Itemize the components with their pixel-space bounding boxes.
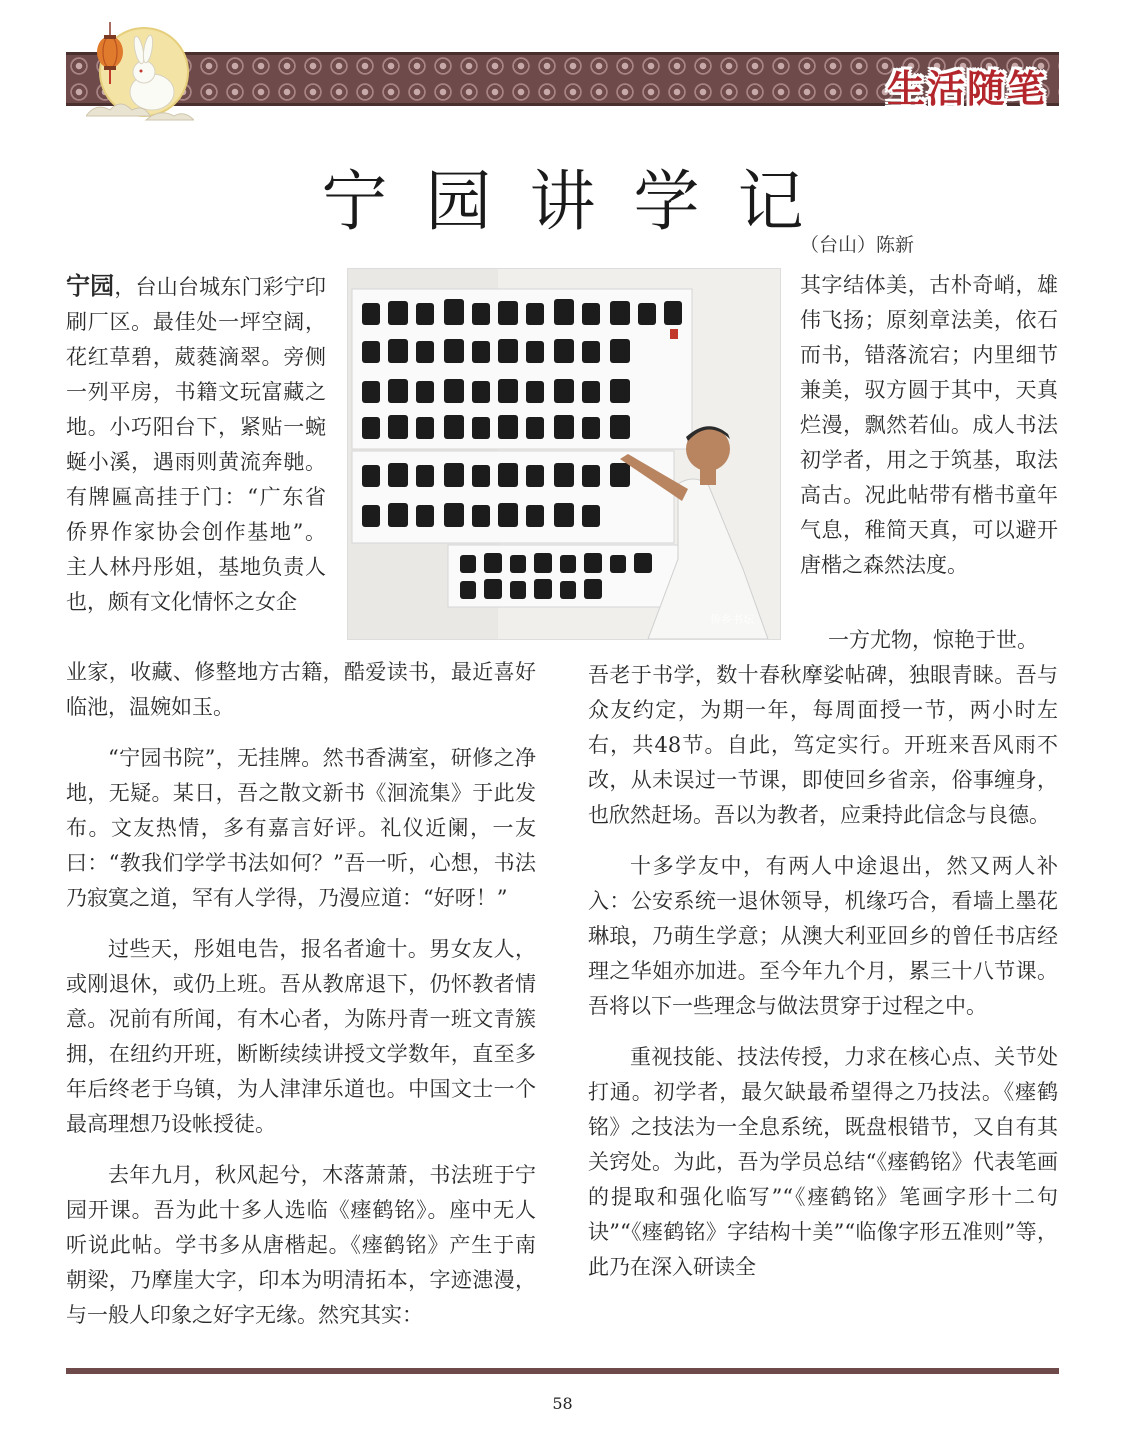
page-number: 58 <box>552 1394 573 1413</box>
photo-watermark: 侨乡书坛 <box>710 613 754 626</box>
paragraph-7: 十多学友中，有两人中途退出，然又两人补入：公安系统一退休领导，机缘巧合，看墙上墨花琳琅，乃萌生学意；从澳大利亚回乡的曾任书店经理之华姐亦加进。至今年九个月，累三十八节课。吾将以下一些理念与做法贯穿于过程之中。 <box>588 854 1058 1018</box>
left-column-top <box>66 268 326 620</box>
footer-rule <box>66 1368 1059 1374</box>
right-column-top <box>800 268 1058 583</box>
paragraph-2: “宁园书院”，无挂牌。然书香满室，研修之净地，无疑。某日，吾之散文新书《洄流集》于此发布。文友热情，多有嘉言好评。礼仪近阑，一友曰：“教我们学学书法如何？”吾一听，心想，书法乃寂寞之道，罕有人学得，乃漫应道：“好呀！” <box>66 746 536 910</box>
right-column-main <box>588 623 1058 1285</box>
section-title: 生活随笔 <box>886 66 1047 111</box>
paragraph-4: 去年九月，秋风起兮，木落萧萧，书法班于宁园开课。吾为此十多人选临《瘗鹤铭》。座中无人听说此帖。学书多从唐楷起。《瘗鹤铭》产生于南朝梁，乃摩崖大字，印本为明清拓本，字迹漶漫，与一般人印象之好字无缘。然究其实： <box>66 1163 536 1327</box>
article-title: 宁园讲学记 <box>321 163 842 240</box>
paragraph-3: 过些天，彤姐电告，报名者逾十。男女友人，或刚退休，或仍上班。吾从教席退下，仍怀教者情意。况前有所闻，有木心者，为陈丹青一班文青簇拥，在纽约开班，断断续续讲授文学数年，直至多年后终老于乌镇，为人津津乐道也。中国文士一个最高理想乃设帐授徒。 <box>66 937 536 1136</box>
paragraph-5: 其字结体美，古朴奇峭，雄伟飞扬；原刻章法美，依石而书，错落流宕；内里细节兼美，驭方圆于其中，天真烂漫，飘然若仙。成人书法初学者，用之于筑基，取法高古。况此帖带有楷书童年气息，稚简天真，可以避开唐楷之森然法度。 <box>800 273 1058 577</box>
calligraphy-photo <box>347 268 781 640</box>
lead-word: 宁园 <box>66 271 115 300</box>
paragraph-6: 吾老于书学，数十春秋摩娑帖碑，独眼青睐。吾与众友约定，为期一年，每周面授一节，两小时左右，共48节。自此，笃定实行。开班来吾风雨不改，从未误过一节课，即使回乡省亲，俗事缠身，也欣然赶场。吾以为教者，应秉持此信念与良德。 <box>588 663 1058 827</box>
left-column-main <box>66 655 536 1333</box>
paragraph-1-end: 业家，收藏、修整地方古籍，酷爱读书，最近喜好临池，温婉如玉。 <box>66 660 536 719</box>
moon-rabbit-emblem <box>86 22 194 126</box>
paragraph-8: 重视技能、技法传授，力求在核心点、关节处打通。初学者，最欠缺最希望得之乃技法。《瘗鹤铭》之技法为一全息系统，既盘根错节，又自有其关窍处。为此，吾为学员总结“《瘗鹤铭》代表笔画的提取和强化临写”“《瘗鹤铭》笔画字形十二句诀”“《瘗鹤铭》字结构十美”“临像字形五准则”等，此乃在深入研读全 <box>588 1045 1058 1279</box>
paragraph-1-start: ，台山台城东门彩宁印刷厂区。最佳处一坪空阔，花红草碧，葳蕤滴翠。旁侧一列平房，书籍文玩富藏之地。小巧阳台下，紧贴一蜿蜒小溪，遇雨则黄流奔毑。有牌匾高挂于门：“广东省侨界作家协会创作基地”。主人林丹彤姐，基地负责人也，颇有文化情怀之女企 <box>66 275 327 614</box>
article-author: （台山）陈新 <box>800 234 915 256</box>
paragraph-5-tail: 一方尤物，惊艳于世。 <box>828 628 1038 652</box>
calligraphy-photo-image <box>348 269 780 639</box>
header-band <box>66 52 1059 111</box>
